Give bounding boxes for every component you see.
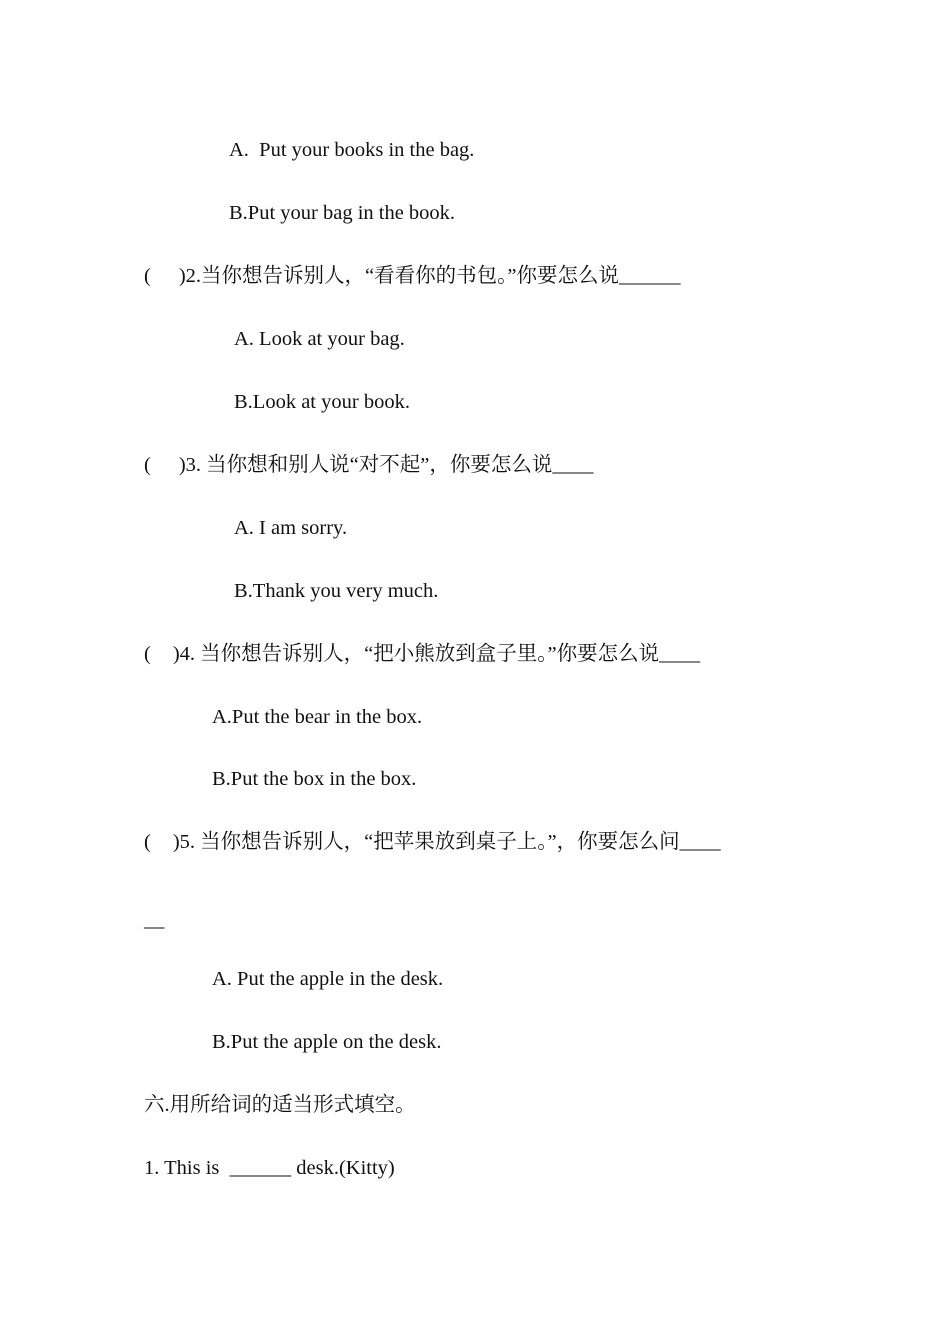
q4-option-a: A.Put the bear in the box. — [212, 706, 423, 728]
q3-option-b: B.Thank you very much. — [234, 580, 439, 602]
q2-text: )2.当你想告诉别人，“看看你的书包。”你要怎么说______ — [178, 265, 681, 287]
q4-prompt — [144, 641, 700, 667]
q1-option-b: B.Put your bag in the book. — [229, 202, 456, 224]
q3-prompt — [144, 452, 593, 478]
answer-paren-open: ( — [144, 454, 151, 476]
q5-text: )5. 当你想告诉别人，“把苹果放到桌子上。”，你要怎么问____ — [172, 831, 721, 853]
section6-heading: 六.用所给词的适当形式填空。 — [144, 1094, 416, 1116]
q2-prompt — [144, 263, 680, 289]
answer-paren-open: ( — [144, 265, 151, 287]
q3-text: )3. 当你想和别人说“对不起”，你要怎么说____ — [178, 454, 594, 476]
q4-option-b: B.Put the box in the box. — [212, 768, 417, 790]
q5-option-b: B.Put the apple on the desk. — [212, 1031, 442, 1053]
q2-option-b: B.Look at your book. — [234, 391, 410, 413]
section6-item1: 1. This is ______ desk.(Kitty) — [144, 1157, 395, 1179]
q1-option-a: A. Put your books in the bag. — [229, 139, 475, 161]
q5-prompt — [144, 829, 721, 855]
q3-option-a: A. I am sorry. — [234, 517, 348, 539]
q5-continuation: __ — [144, 909, 165, 931]
q4-text: )4. 当你想告诉别人，“把小熊放到盒子里。”你要怎么说____ — [172, 643, 701, 665]
q2-option-a: A. Look at your bag. — [234, 328, 405, 350]
answer-paren-open: ( — [144, 831, 151, 853]
q5-option-a: A. Put the apple in the desk. — [212, 968, 444, 990]
answer-paren-open: ( — [144, 643, 151, 665]
